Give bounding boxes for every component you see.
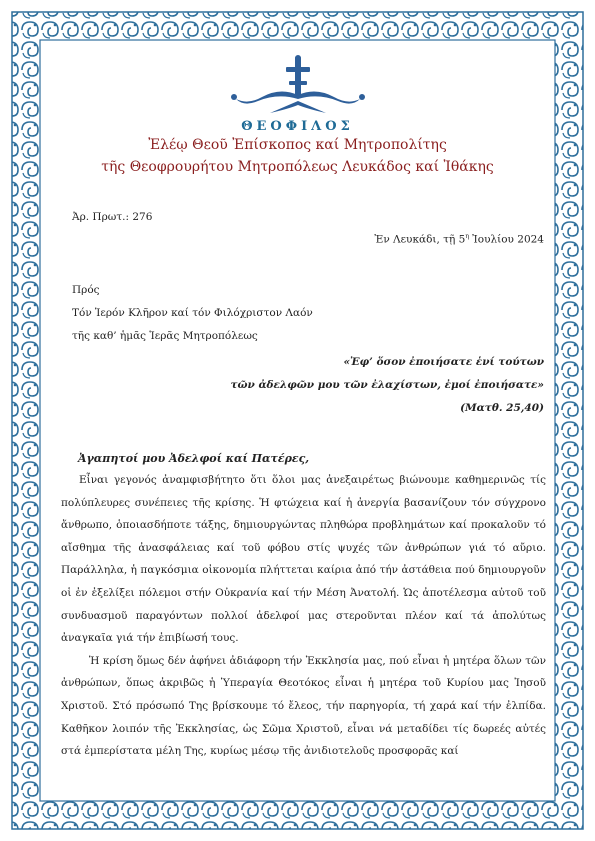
protocol-number: Ἀρ. Πρωτ.: 276 [72,211,153,223]
paragraph-1: Εἶναι γεγονός ἀναμφισβήτητο ὅτι ὅλοι μας ἀνεξαιρέτως βιώνουμε καθημερινῶς τίς πολύπλευρες συνέπειες τῆς κρίσης. Ἡ φτώχεια καί ἡ ἀνεργία βασανίζουν τόν σύγχρονο ἄνθρωπο, ὁποιασδήποτε τάξης, δημιουργώντας πληθώρα προβλημάτων καί προκαλοῦν τό αἴσθημα τῆς ἀνασφάλειας καί τοῦ φόβου στίς ψυχές τῶν ἀνθρώπων γιά τό αὔριο. Παράλληλα, ἡ παγκόσμια οἰκονομία πλήττεται καίρια ἀπό τήν ἀστάθεια πού δημιουργοῦν οἱ ἐν ἐξελίξει πόλεμοι στήν Οὐκρανία καί τήν Μέση Ἀνατολή. Ὡς ἀποτέλεσμα αὐτοῦ τοῦ συνδυασμοῦ παραγόντων πολλοί ἀδελφοί μας στεροῦνται πλέον καί τά ἀπολύτως ἀναγκαῖα γιά τήν ἐπιβίωσή τους. [61,474,546,645]
letter-header [0,55,595,178]
letter-date: Ἐν Λευκάδι, τῇ $5^\eta$ Ἰουλίου 2024 [374,233,544,246]
address-to: Πρός [72,284,100,296]
salutation: Ἀγαπητοί μου Ἀδελφοί καί Πατέρες, [78,452,310,465]
metropolitan-name: ΘΕΟΦΙΛΟΣ [241,119,354,134]
letter-body [61,469,546,763]
cross-emblem-icon [218,55,378,117]
scripture-quote-line-1: «Ἐφ’ ὅσον ἐποιήσατε ἑνί τούτων [343,356,544,368]
scripture-quote-line-2: τῶν ἀδελφῶν μου τῶν ἐλαχίστων, ἐμοί ἐποιήσατε» [230,379,544,391]
scripture-reference: (Ματθ. 25,40) [460,402,544,414]
title-line-1: Ἐλέῳ Θεοῦ Ἐπίσκοπος καί Μητροπολίτης [148,137,447,153]
address-line-2: τῆς καθ’ ἡμᾶς Ἱερᾶς Μητροπόλεως [72,330,258,342]
title-line-2: τῆς Θεοφρουρήτου Μητροπόλεως Λευκάδος καί Ἰθάκης [101,159,494,175]
paragraph-2: Ἡ κρίση ὅμως δέν ἀφήνει ἀδιάφορη τήν Ἐκκλησία μας, πού εἶναι ἡ μητέρα ὅλων τῶν ἀνθρώπων, ὅπως ἀκριβῶς ἡ Ὑπεραγία Θεοτόκος εἶναι ἡ μητέρα τοῦ Κυρίου μας Ἰησοῦ Χριστοῦ. Στό πρόσωπό Της βρίσκουμε τό ἔλεος, τήν παρηγορία, τή χαρά καί τήν ἐλπίδα. Καθῆκον λοιπόν τῆς Ἐκκλησίας, ὡς Σῶμα Χριστοῦ, εἶναι νά μεταδίδει τίς δωρεές αὐτές στά ἐμπερίστατα μέλη Της, κυρίως μέσῳ τῆς ἀνιδιοτελοῦς προσφορᾶς καί [61,654,546,758]
address-line-1: Τόν Ἱερόν Κλῆρον καί τόν Φιλόχριστον Λαόν [72,307,313,319]
